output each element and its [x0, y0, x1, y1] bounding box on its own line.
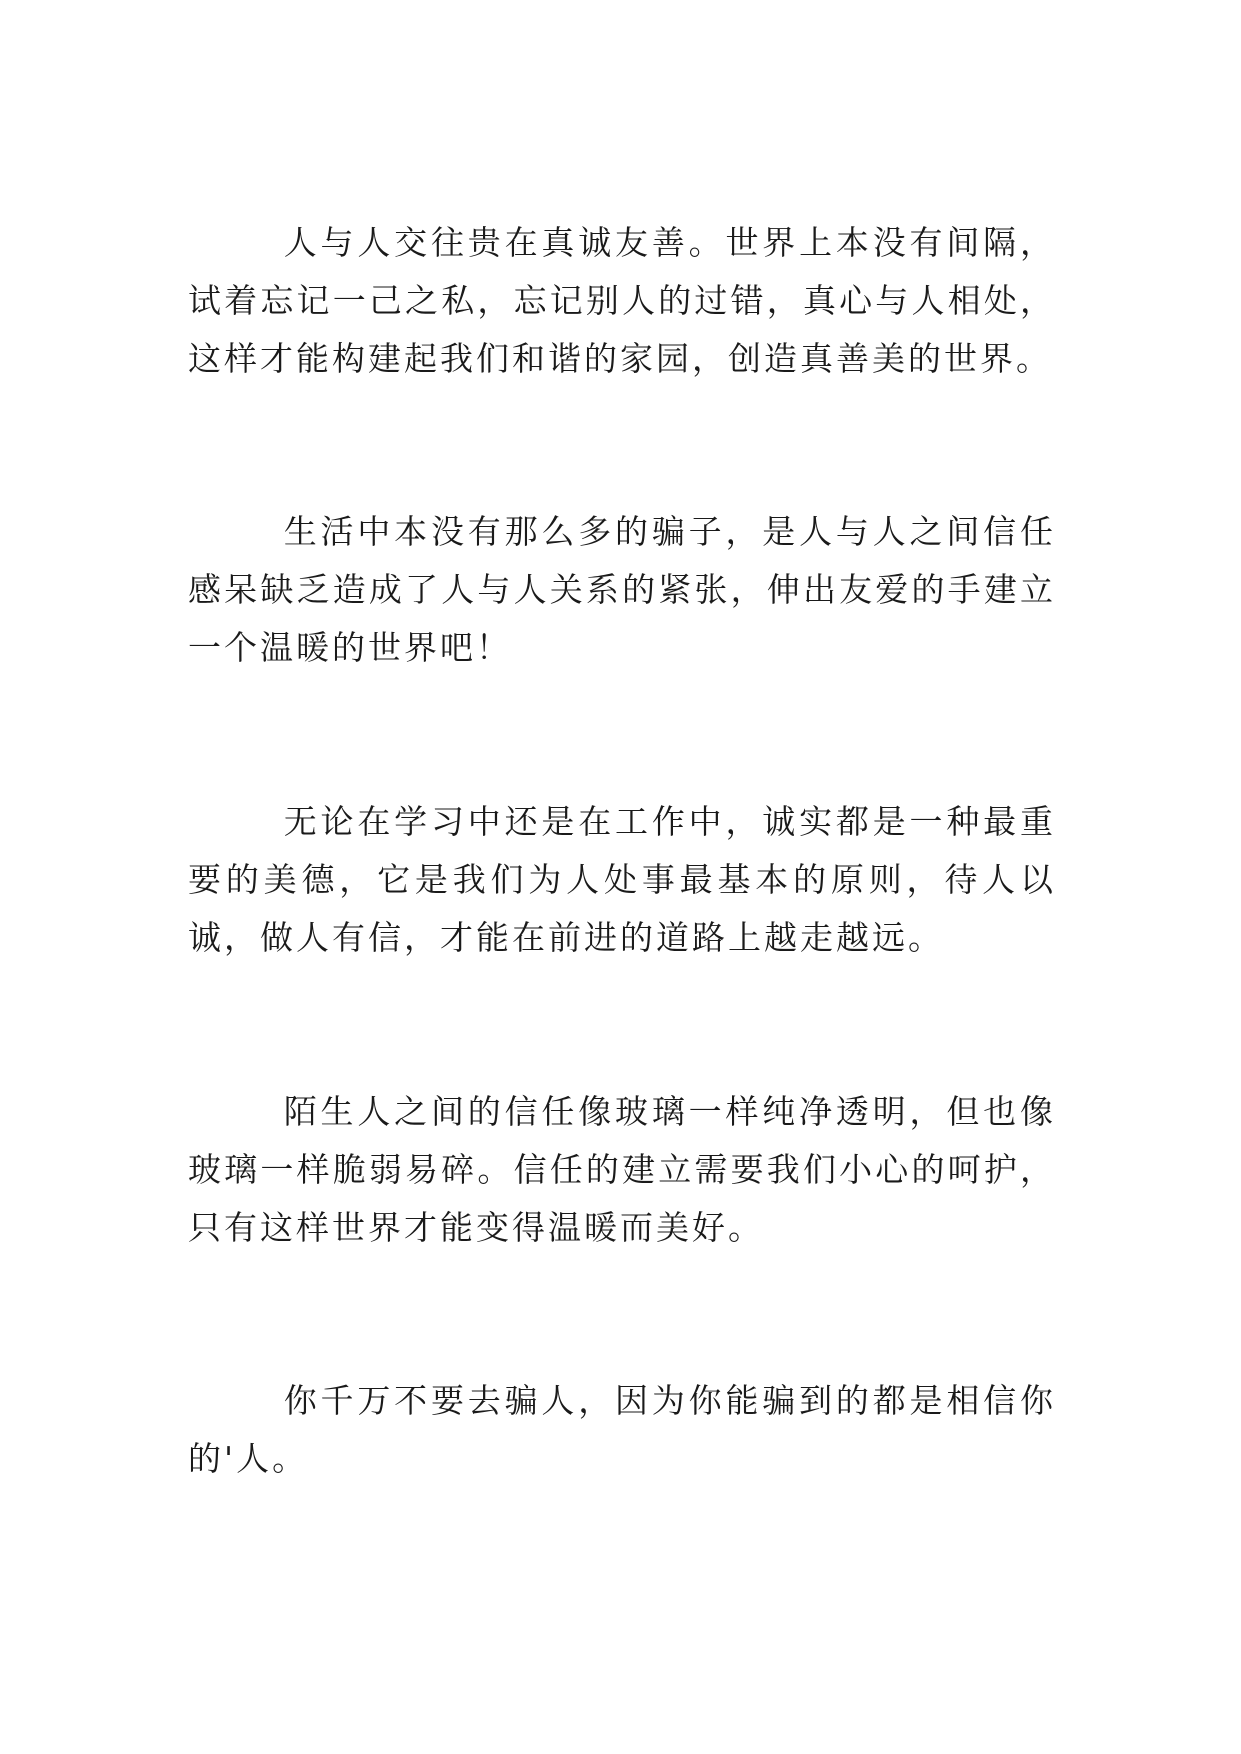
paragraph-3: 无论在学习中还是在工作中，诚实都是一种最重要的美德，它是我们为人处事最基本的原则，待人以诚，做人有信，才能在前进的道路上越走越远。	[188, 802, 1056, 957]
paragraph-4: 陌生人之间的信任像玻璃一样纯净透明，但也像玻璃一样脆弱易碎。信任的建立需要我们小心的呵护，只有这样世界才能变得温暖而美好。	[188, 1092, 1056, 1247]
paragraph-5: 你千万不要去骗人，因为你能骗到的都是相信你的'人。	[188, 1381, 1056, 1478]
paragraph-2: 生活中本没有那么多的骗子，是人与人之间信任感呆缺乏造成了人与人关系的紧张，伸出友爱的手建立一个温暖的世界吧！	[188, 512, 1056, 667]
paragraph-1: 人与人交往贵在真诚友善。世界上本没有间隔，试着忘记一己之私，忘记别人的过错，真心与人相处，这样才能构建起我们和谐的家园，创造真善美的世界。	[188, 223, 1056, 378]
